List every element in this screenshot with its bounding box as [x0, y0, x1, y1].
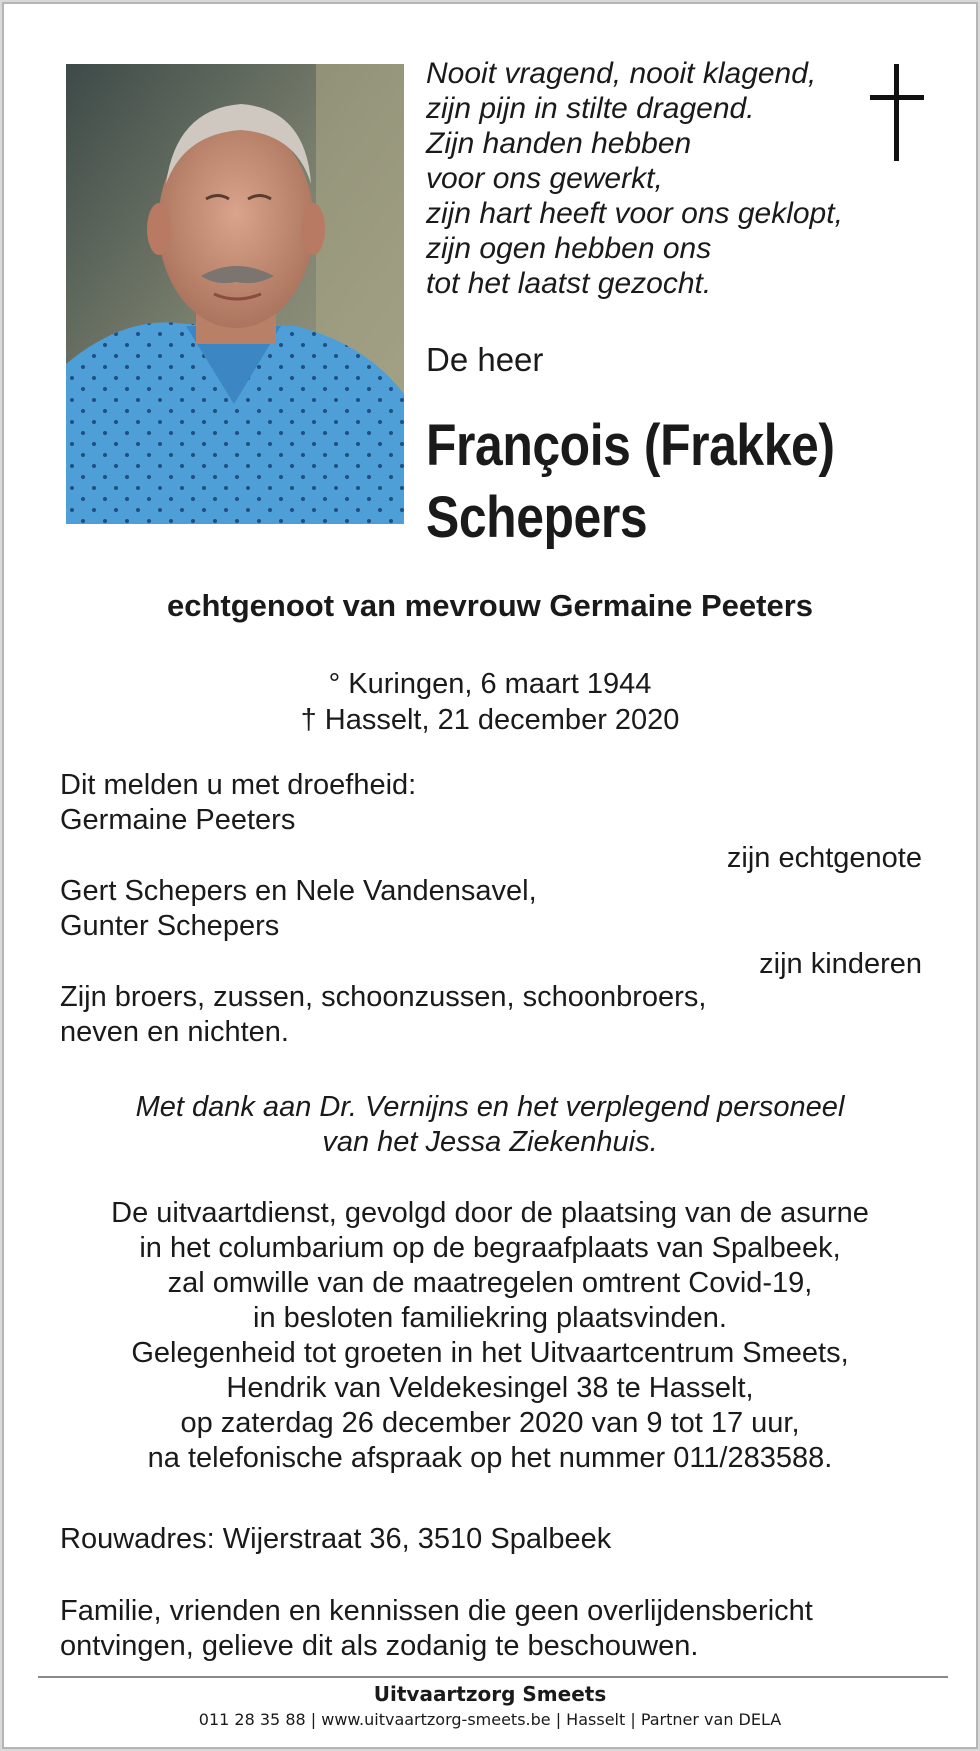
death-date: † Hasselt, 21 december 2020 [300, 704, 680, 736]
portrait-image [66, 64, 404, 524]
funeral-company: Uitvaartzorg Smeets [373, 1682, 607, 1706]
relatives-line: Zijn broers, zussen, schoonzussen, schoonbroers, [60, 981, 707, 1013]
service-line: in besloten familiekring plaatsvinden. [253, 1302, 727, 1334]
deceased-name [426, 410, 835, 554]
mourning-address: Rouwadres: Wijerstraat 36, 3510 Spalbeek [60, 1523, 612, 1555]
children-role: zijn kinderen [759, 948, 922, 980]
thanks-note [4, 1090, 976, 1160]
service-line: Gelegenheid tot groeten in het Uitvaartcentrum Smeets, [131, 1337, 849, 1369]
spouse-line: echtgenoot van mevrouw Germaine Peeters [166, 588, 814, 623]
notice-line: Familie, vrienden en kennissen die geen overlijdensbericht [60, 1595, 813, 1627]
other-relatives [60, 980, 706, 1050]
thanks-line: Met dank aan Dr. Vernijns en het verplegend personeel [135, 1091, 845, 1123]
poem-line: voor ons gewerkt, [426, 162, 663, 195]
service-line: zal omwille van de maatregelen omtrent Covid-19, [167, 1267, 813, 1299]
children [60, 874, 537, 944]
children-line: Gert Schepers en Nele Vandensavel, [60, 875, 537, 907]
service-line: De uitvaartdienst, gevolgd door de plaatsing van de asurne [111, 1197, 869, 1229]
service-line: in het columbarium op de begraafplaats van Spalbeek, [139, 1232, 841, 1264]
spouse-name: Germaine Peeters [60, 804, 296, 836]
announcement-intro: Dit melden u met droefheid: [60, 769, 417, 801]
deceased-name-line1: François (Frakke) [426, 413, 835, 478]
service-line: na telefonische afspraak op het nummer 011/283588. [147, 1442, 833, 1474]
children-line: Gunter Schepers [60, 910, 280, 942]
thanks-line: van het Jessa Ziekenhuis. [322, 1126, 658, 1158]
deceased-name-line2: Schepers [426, 485, 648, 550]
service-line: Hendrik van Veldekesingel 38 te Hasselt, [226, 1372, 754, 1404]
relatives-line: neven en nichten. [60, 1016, 289, 1048]
funeral-company-contact: 011 28 35 88 | www.uitvaartzorg-smeets.be | Hasselt | Partner van DELA [198, 1710, 782, 1729]
poem-line: zijn ogen hebben ons [426, 232, 712, 265]
obituary-card [2, 2, 978, 1749]
notice-line: ontvingen, gelieve dit als zodanig te beschouwen. [60, 1630, 699, 1662]
birth-date: ° Kuringen, 6 maart 1944 [328, 668, 652, 700]
portrait-photo [66, 64, 404, 524]
cross-icon [866, 64, 926, 164]
poem [426, 56, 843, 301]
poem-line: tot het laatst gezocht. [426, 267, 712, 300]
notice [60, 1594, 813, 1664]
poem-line: Zijn handen hebben [426, 127, 692, 160]
spouse-role: zijn echtgenote [726, 842, 922, 874]
life-dates [4, 666, 976, 738]
poem-line: zijn pijn in stilte dragend. [426, 92, 755, 125]
footer-divider [38, 1676, 948, 1678]
poem-line: Nooit vragend, nooit klagend, [426, 57, 817, 90]
honorific: De heer [426, 341, 544, 378]
service-line: op zaterdag 26 december 2020 van 9 tot 17 uur, [180, 1407, 800, 1439]
service-details [4, 1196, 976, 1476]
family-intro [60, 768, 416, 838]
poem-line: zijn hart heeft voor ons geklopt, [426, 197, 843, 230]
